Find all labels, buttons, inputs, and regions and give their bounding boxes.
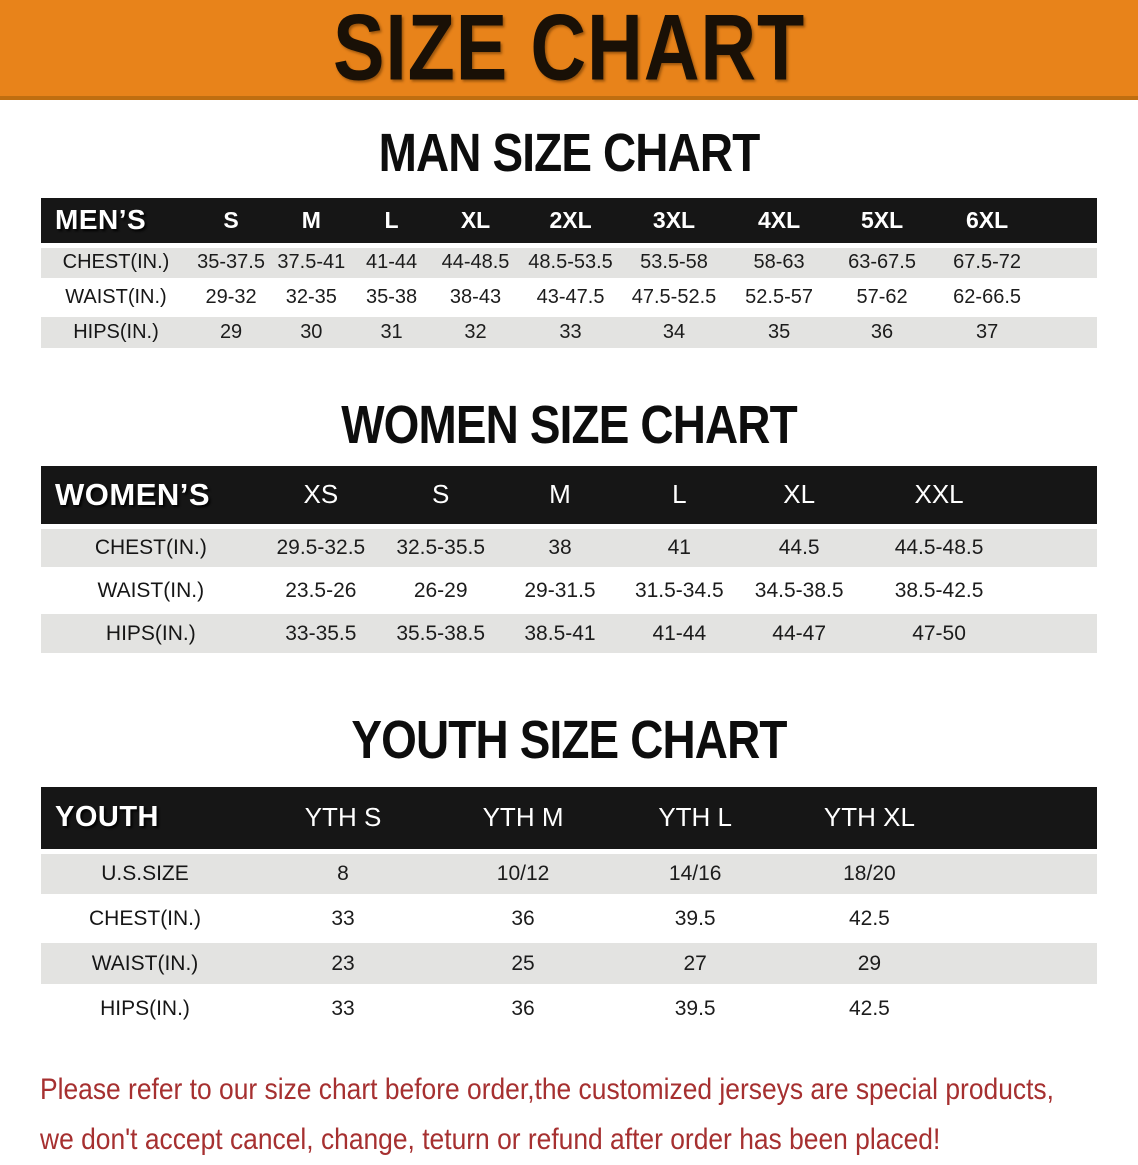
size-column-header: 2XL: [519, 198, 621, 245]
women-size-section: [0, 395, 1138, 657]
measurement-value: 32.5-35.5: [381, 526, 500, 569]
measurement-value: 42.5: [781, 986, 957, 1031]
measurement-value: 35-38: [351, 280, 431, 315]
measurement-row: [41, 245, 1097, 280]
measurement-value: 41-44: [620, 612, 739, 655]
measurement-value: 44.5-48.5: [859, 526, 1018, 569]
measurement-value: 31: [351, 315, 431, 350]
measurement-value: 47.5-52.5: [622, 280, 727, 315]
size-column-header: 4XL: [726, 198, 832, 245]
size-column-header: 3XL: [622, 198, 727, 245]
measurement-value: 23.5-26: [261, 569, 381, 612]
measurement-value: 33: [519, 315, 621, 350]
spacer-cell: [1019, 612, 1097, 655]
banner-title: SIZE CHART: [332, 0, 806, 101]
measurement-value: 44-47: [739, 612, 859, 655]
measurement-value: 29.5-32.5: [261, 526, 381, 569]
measurement-value: 14/16: [609, 851, 781, 896]
spacer-cell: [1019, 526, 1097, 569]
size-column-header: L: [351, 198, 431, 245]
size-column-header: YTH M: [437, 787, 609, 851]
measurement-value: 43-47.5: [519, 280, 621, 315]
measurement-value: 35.5-38.5: [381, 612, 500, 655]
row-label: HIPS(IN.): [41, 612, 261, 655]
measurement-value: 53.5-58: [622, 245, 727, 280]
measurement-value: 29-31.5: [500, 569, 619, 612]
measurement-value: 47-50: [859, 612, 1018, 655]
size-column-header: XL: [739, 466, 859, 526]
measurement-value: 38: [500, 526, 619, 569]
spacer-cell: [958, 851, 1097, 896]
measurement-row: [41, 896, 1097, 941]
measurement-value: 8: [249, 851, 437, 896]
measurement-value: 38.5-42.5: [859, 569, 1018, 612]
measurement-value: 29: [781, 941, 957, 986]
measurement-row: [41, 851, 1097, 896]
measurement-value: 32: [432, 315, 520, 350]
measurement-value: 38.5-41: [500, 612, 619, 655]
size-column-header: 6XL: [932, 198, 1042, 245]
youth-size-section: [0, 710, 1138, 1033]
disclaimer-line-1: Please refer to our size chart before order,the customized jerseys are special products,: [40, 1073, 1054, 1106]
size-column-header: M: [271, 198, 351, 245]
measurement-value: 37.5-41: [271, 245, 351, 280]
measurement-value: 31.5-34.5: [620, 569, 739, 612]
row-label: WAIST(IN.): [41, 280, 191, 315]
men-size-section: [0, 123, 1138, 352]
measurement-value: 33-35.5: [261, 612, 381, 655]
youth-header-row: [41, 787, 1097, 851]
row-label: U.S.SIZE: [41, 851, 249, 896]
measurement-row: [41, 315, 1097, 350]
measurement-value: 44.5: [739, 526, 859, 569]
spacer-cell: [958, 941, 1097, 986]
measurement-value: 41-44: [351, 245, 431, 280]
measurement-value: 27: [609, 941, 781, 986]
size-column-header: M: [500, 466, 619, 526]
women-table-wrap: [0, 466, 1138, 657]
spacer-cell: [958, 986, 1097, 1031]
men-size-table: [41, 198, 1097, 352]
measurement-value: 29: [191, 315, 271, 350]
spacer-cell: [958, 787, 1097, 851]
measurement-value: 39.5: [609, 896, 781, 941]
row-label: CHEST(IN.): [41, 245, 191, 280]
size-column-header: YTH XL: [781, 787, 957, 851]
measurement-value: 34: [622, 315, 727, 350]
men-group-label: MEN’S: [41, 198, 191, 245]
measurement-value: 34.5-38.5: [739, 569, 859, 612]
measurement-value: 36: [437, 986, 609, 1031]
measurement-row: [41, 569, 1097, 612]
measurement-value: 36: [832, 315, 932, 350]
measurement-value: 35: [726, 315, 832, 350]
size-column-header: XXL: [859, 466, 1018, 526]
women-header-row: [41, 466, 1097, 526]
row-label: HIPS(IN.): [41, 315, 191, 350]
measurement-value: 57-62: [832, 280, 932, 315]
women-size-table: [41, 466, 1097, 657]
measurement-value: 44-48.5: [432, 245, 520, 280]
section-heading-women: WOMEN SIZE CHART: [341, 395, 797, 455]
size-column-header: XS: [261, 466, 381, 526]
size-column-header: XL: [432, 198, 520, 245]
measurement-value: 35-37.5: [191, 245, 271, 280]
youth-table-wrap: [0, 787, 1138, 1033]
spacer-cell: [1042, 245, 1097, 280]
measurement-value: 33: [249, 896, 437, 941]
size-column-header: 5XL: [832, 198, 932, 245]
size-column-header: L: [620, 466, 739, 526]
spacer-cell: [1042, 198, 1097, 245]
measurement-value: 58-63: [726, 245, 832, 280]
section-heading-men: MAN SIZE CHART: [378, 123, 760, 183]
measurement-value: 33: [249, 986, 437, 1031]
youth-group-label: YOUTH: [41, 787, 249, 851]
row-label: WAIST(IN.): [41, 569, 261, 612]
measurement-value: 52.5-57: [726, 280, 832, 315]
measurement-value: 62-66.5: [932, 280, 1042, 315]
disclaimer: [40, 1065, 1138, 1165]
measurement-row: [41, 280, 1097, 315]
section-heading-youth: YOUTH SIZE CHART: [351, 710, 787, 770]
measurement-value: 26-29: [381, 569, 500, 612]
measurement-row: [41, 526, 1097, 569]
measurement-value: 25: [437, 941, 609, 986]
youth-size-table: [41, 787, 1097, 1033]
measurement-value: 63-67.5: [832, 245, 932, 280]
measurement-value: 42.5: [781, 896, 957, 941]
measurement-value: 32-35: [271, 280, 351, 315]
measurement-value: 18/20: [781, 851, 957, 896]
measurement-value: 30: [271, 315, 351, 350]
disclaimer-line-2: we don't accept cancel, change, teturn or refund after order has been placed!: [40, 1123, 941, 1156]
measurement-value: 23: [249, 941, 437, 986]
men-table-wrap: [0, 198, 1138, 352]
spacer-cell: [958, 896, 1097, 941]
size-column-header: YTH L: [609, 787, 781, 851]
spacer-cell: [1042, 280, 1097, 315]
women-group-label: WOMEN’S: [41, 466, 261, 526]
measurement-row: [41, 986, 1097, 1031]
row-label: WAIST(IN.): [41, 941, 249, 986]
row-label: HIPS(IN.): [41, 986, 249, 1031]
measurement-value: 37: [932, 315, 1042, 350]
measurement-value: 29-32: [191, 280, 271, 315]
measurement-value: 48.5-53.5: [519, 245, 621, 280]
banner: [0, 0, 1138, 100]
size-column-header: S: [191, 198, 271, 245]
measurement-value: 36: [437, 896, 609, 941]
row-label: CHEST(IN.): [41, 526, 261, 569]
row-label: CHEST(IN.): [41, 896, 249, 941]
measurement-value: 67.5-72: [932, 245, 1042, 280]
spacer-cell: [1019, 466, 1097, 526]
measurement-value: 39.5: [609, 986, 781, 1031]
men-header-row: [41, 198, 1097, 245]
measurement-value: 10/12: [437, 851, 609, 896]
measurement-value: 41: [620, 526, 739, 569]
measurement-row: [41, 612, 1097, 655]
size-column-header: YTH S: [249, 787, 437, 851]
measurement-value: 38-43: [432, 280, 520, 315]
spacer-cell: [1019, 569, 1097, 612]
spacer-cell: [1042, 315, 1097, 350]
size-column-header: S: [381, 466, 500, 526]
measurement-row: [41, 941, 1097, 986]
